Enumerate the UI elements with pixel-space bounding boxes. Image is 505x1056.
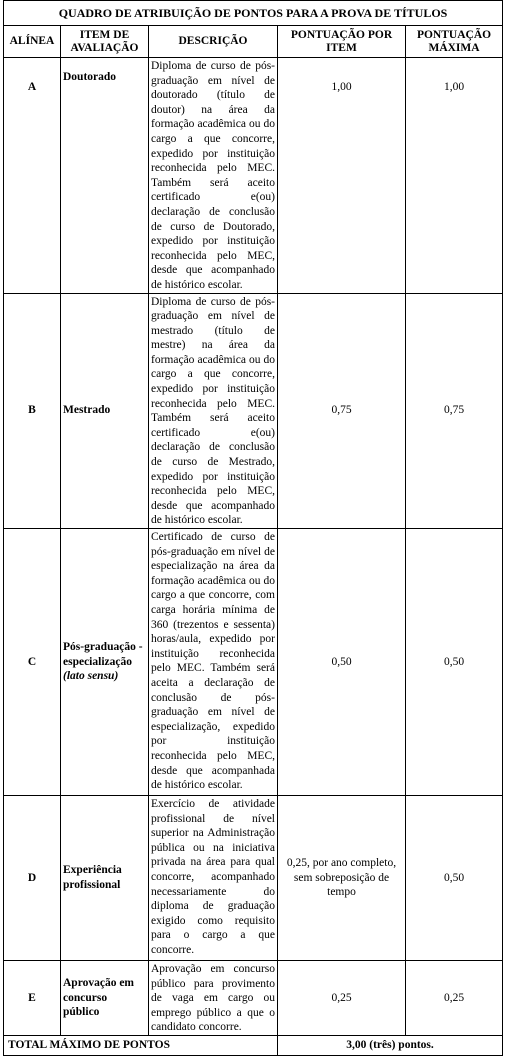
- alinea-cell: A: [4, 58, 61, 294]
- header-descricao: DESCRIÇÃO: [149, 26, 278, 58]
- table-row: [4, 293, 503, 529]
- pontuacao-maxima-cell: 0,50: [406, 796, 503, 961]
- points-table: [3, 0, 503, 1056]
- header-alinea: ALÍNEA: [4, 26, 61, 58]
- item-cell: [61, 529, 149, 796]
- descricao-cell: Diploma de curso de pós-graduação em nível de mestrado (título de mestre) na área da formação acadêmica ou do cargo a que concorre, expedido por instituição reconhecida pelo MEC. Também será aceito certificado e(ou) declaração de conclusão de curso de Mestrado, expedido por instituição reconhecida pelo MEC, desde que acompanhado de histórico escolar.: [149, 293, 278, 529]
- table-row: [4, 796, 503, 961]
- pontuacao-item-cell: 0,75: [278, 293, 406, 529]
- alinea-cell: B: [4, 293, 61, 529]
- item-cell: Doutorado: [61, 58, 149, 294]
- pontuacao-maxima-cell: 0,25: [406, 961, 503, 1036]
- item-cell: Experiência profissional: [61, 796, 149, 961]
- table-row: [4, 58, 503, 294]
- pontuacao-item-cell: 0,25: [278, 961, 406, 1036]
- pontuacao-maxima-cell: 0,50: [406, 529, 503, 796]
- item-cell: Aprovação em concurso público: [61, 961, 149, 1036]
- table-row: [4, 529, 503, 796]
- alinea-cell: E: [4, 961, 61, 1036]
- table-row: [4, 961, 503, 1036]
- total-label: TOTAL MÁXIMO DE PONTOS: [4, 1035, 278, 1055]
- pontuacao-item-cell: 0,50: [278, 529, 406, 796]
- item-cell: Mestrado: [61, 293, 149, 529]
- alinea-cell: C: [4, 529, 61, 796]
- header-pontuacao-maxima: PONTUAÇÃO MÁXIMA: [406, 26, 503, 58]
- descricao-cell: Aprovação em concurso público para provimento de vaga em cargo ou emprego público a que o candidato concorre.: [149, 961, 278, 1036]
- item-italic-note: (lato sensu): [63, 670, 119, 683]
- alinea-cell: D: [4, 796, 61, 961]
- descricao-cell: Diploma de curso de pós-graduação em nível de doutorado (título de doutor) na área da formação acadêmica ou do cargo a que concorre, expedido por instituição reconhecida pelo MEC. Também será aceito certificado e(ou) declaração de conclusão de curso de Doutorado, expedido por instituição reconhecida pelo MEC, desde que acompanhado de histórico escolar.: [149, 58, 278, 294]
- descricao-cell: Exercício de atividade profissional de nível superior na Administração pública ou na iniciativa privada na área para qual concorre, acompanhado necessariamente do diploma de graduação exigido como requisito para o cargo a que concorre.: [149, 796, 278, 961]
- total-value: 3,00 (três) pontos.: [278, 1035, 503, 1055]
- table-title: QUADRO DE ATRIBUIÇÃO DE PONTOS PARA A PROVA DE TÍTULOS: [4, 1, 503, 26]
- pontuacao-item-cell: 0,25, por ano completo, sem sobreposição de tempo: [278, 796, 406, 961]
- total-row: [4, 1035, 503, 1055]
- pontuacao-maxima-cell: 1,00: [406, 58, 503, 294]
- descricao-cell: Certificado de curso de pós-graduação em nível de especialização na área da formação acadêmica ou do cargo a que concorre, com carga horária mínima de 360 (trezentos e sessenta) horas/aula, expedido por instituição reconhecida pelo MEC. Também será aceita a declaração de conclusão de pós-graduação em nível de especialização, expedido por instituição reconhecida pelo MEC, desde que acompanhada de histórico escolar.: [149, 529, 278, 796]
- header-pontuacao-item: PONTUAÇÃO POR ITEM: [278, 26, 406, 58]
- pontuacao-item-cell: 1,00: [278, 58, 406, 294]
- pontuacao-maxima-cell: 0,75: [406, 293, 503, 529]
- item-label: Pós-graduação - especialização: [63, 641, 143, 668]
- header-item: ITEM DE AVALIAÇÃO: [61, 26, 149, 58]
